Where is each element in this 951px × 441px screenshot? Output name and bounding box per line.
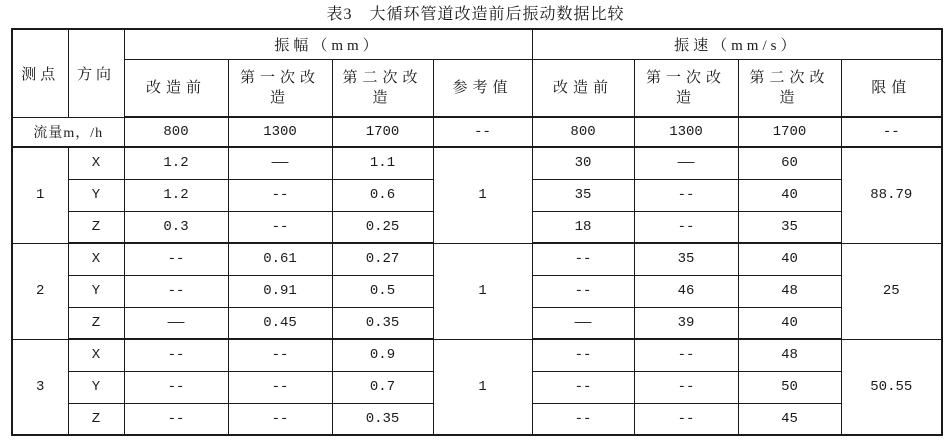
amp-second-cell: 0.27 — [332, 243, 433, 275]
vel-before-cell: -- — [532, 403, 634, 435]
vel-second-cell: 40 — [738, 307, 841, 339]
amp-first-cell: 0.91 — [228, 275, 332, 307]
amp-first-cell: -- — [228, 339, 332, 371]
group-header-amplitude: 振幅（mm） — [124, 29, 532, 59]
point-cell: 1 — [12, 147, 68, 243]
col-header-vel-second: 第二次改造 — [738, 59, 841, 117]
direction-cell: Z — [68, 211, 124, 243]
amp-first-cell: -- — [228, 179, 332, 211]
flow-rate-row — [12, 117, 942, 147]
reference-cell: 1 — [433, 147, 532, 243]
amp-second-cell: 0.9 — [332, 339, 433, 371]
vel-before-cell: -- — [532, 243, 634, 275]
vel-second-cell: 48 — [738, 339, 841, 371]
direction-cell: X — [68, 147, 124, 179]
flow-amp-first-cell: 1300 — [228, 117, 332, 147]
amp-first-cell: —— — [228, 147, 332, 179]
point-cell: 2 — [12, 243, 68, 339]
amp-before-cell: -- — [124, 403, 228, 435]
vel-first-cell: 46 — [634, 275, 738, 307]
vel-first-cell: -- — [634, 339, 738, 371]
col-header-point: 测点 — [12, 29, 68, 117]
vel-before-cell: 18 — [532, 211, 634, 243]
col-header-vel-first: 第一次改造 — [634, 59, 738, 117]
vel-second-cell: 60 — [738, 147, 841, 179]
amp-before-cell: —— — [124, 307, 228, 339]
flow-reference-cell: -- — [433, 117, 532, 147]
flow-amp-second-cell: 1700 — [332, 117, 433, 147]
amp-second-cell: 0.5 — [332, 275, 433, 307]
amp-first-cell: -- — [228, 403, 332, 435]
col-header-amp-second: 第二次改造 — [332, 59, 433, 117]
vel-before-cell: 35 — [532, 179, 634, 211]
col-header-limit: 限值 — [841, 59, 942, 117]
vel-before-cell: -- — [532, 275, 634, 307]
direction-cell: X — [68, 339, 124, 371]
vel-second-cell: 40 — [738, 179, 841, 211]
direction-cell: Y — [68, 371, 124, 403]
point-cell: 3 — [12, 339, 68, 435]
flow-rate-label: 流量m，/h — [12, 117, 124, 147]
limit-cell: 25 — [841, 243, 942, 339]
vel-first-cell: 39 — [634, 307, 738, 339]
vel-first-cell: -- — [634, 371, 738, 403]
amp-first-cell: 0.61 — [228, 243, 332, 275]
vel-first-cell: —— — [634, 147, 738, 179]
col-header-amp-before: 改造前 — [124, 59, 228, 117]
amp-second-cell: 0.35 — [332, 403, 433, 435]
direction-cell: X — [68, 243, 124, 275]
vel-second-cell: 48 — [738, 275, 841, 307]
reference-cell: 1 — [433, 339, 532, 435]
vel-before-cell: -- — [532, 371, 634, 403]
amp-first-cell: 0.45 — [228, 307, 332, 339]
header-row-groups — [12, 29, 942, 59]
amp-before-cell: -- — [124, 339, 228, 371]
flow-limit-cell: -- — [841, 117, 942, 147]
flow-vel-first-cell: 1300 — [634, 117, 738, 147]
direction-cell: Y — [68, 179, 124, 211]
vel-before-cell: -- — [532, 339, 634, 371]
header-row-sub — [12, 59, 942, 117]
vel-second-cell: 50 — [738, 371, 841, 403]
amp-second-cell: 0.35 — [332, 307, 433, 339]
direction-cell: Z — [68, 403, 124, 435]
direction-cell: Z — [68, 307, 124, 339]
vel-first-cell: -- — [634, 403, 738, 435]
table-caption: 表3 大循环管道改造前后振动数据比较 — [326, 6, 625, 23]
direction-cell: Y — [68, 275, 124, 307]
data-row — [12, 339, 942, 371]
amp-second-cell: 0.25 — [332, 211, 433, 243]
amp-second-cell: 1.1 — [332, 147, 433, 179]
data-row — [12, 243, 942, 275]
amp-before-cell: 1.2 — [124, 179, 228, 211]
data-row — [12, 147, 942, 179]
amp-second-cell: 0.7 — [332, 371, 433, 403]
flow-amp-before-cell: 800 — [124, 117, 228, 147]
group-header-velocity: 振速（mm/s） — [532, 29, 942, 59]
flow-vel-second-cell: 1700 — [738, 117, 841, 147]
vel-second-cell: 35 — [738, 211, 841, 243]
amp-second-cell: 0.6 — [332, 179, 433, 211]
vel-first-cell: -- — [634, 211, 738, 243]
col-header-direction: 方向 — [68, 29, 124, 117]
amp-first-cell: -- — [228, 371, 332, 403]
vel-second-cell: 45 — [738, 403, 841, 435]
vel-before-cell: 30 — [532, 147, 634, 179]
amp-before-cell: 1.2 — [124, 147, 228, 179]
reference-cell: 1 — [433, 243, 532, 339]
flow-vel-before-cell: 800 — [532, 117, 634, 147]
vel-first-cell: -- — [634, 179, 738, 211]
amp-before-cell: 0.3 — [124, 211, 228, 243]
amp-first-cell: -- — [228, 211, 332, 243]
limit-cell: 88.79 — [841, 147, 942, 243]
vel-first-cell: 35 — [634, 243, 738, 275]
col-header-reference: 参考值 — [433, 59, 532, 117]
amp-before-cell: -- — [124, 275, 228, 307]
col-header-vel-before: 改造前 — [532, 59, 634, 117]
vel-second-cell: 40 — [738, 243, 841, 275]
amp-before-cell: -- — [124, 371, 228, 403]
vibration-comparison-table — [11, 28, 943, 436]
col-header-amp-first: 第一次改造 — [228, 59, 332, 117]
amp-before-cell: -- — [124, 243, 228, 275]
vel-before-cell: —— — [532, 307, 634, 339]
limit-cell: 50.55 — [841, 339, 942, 435]
